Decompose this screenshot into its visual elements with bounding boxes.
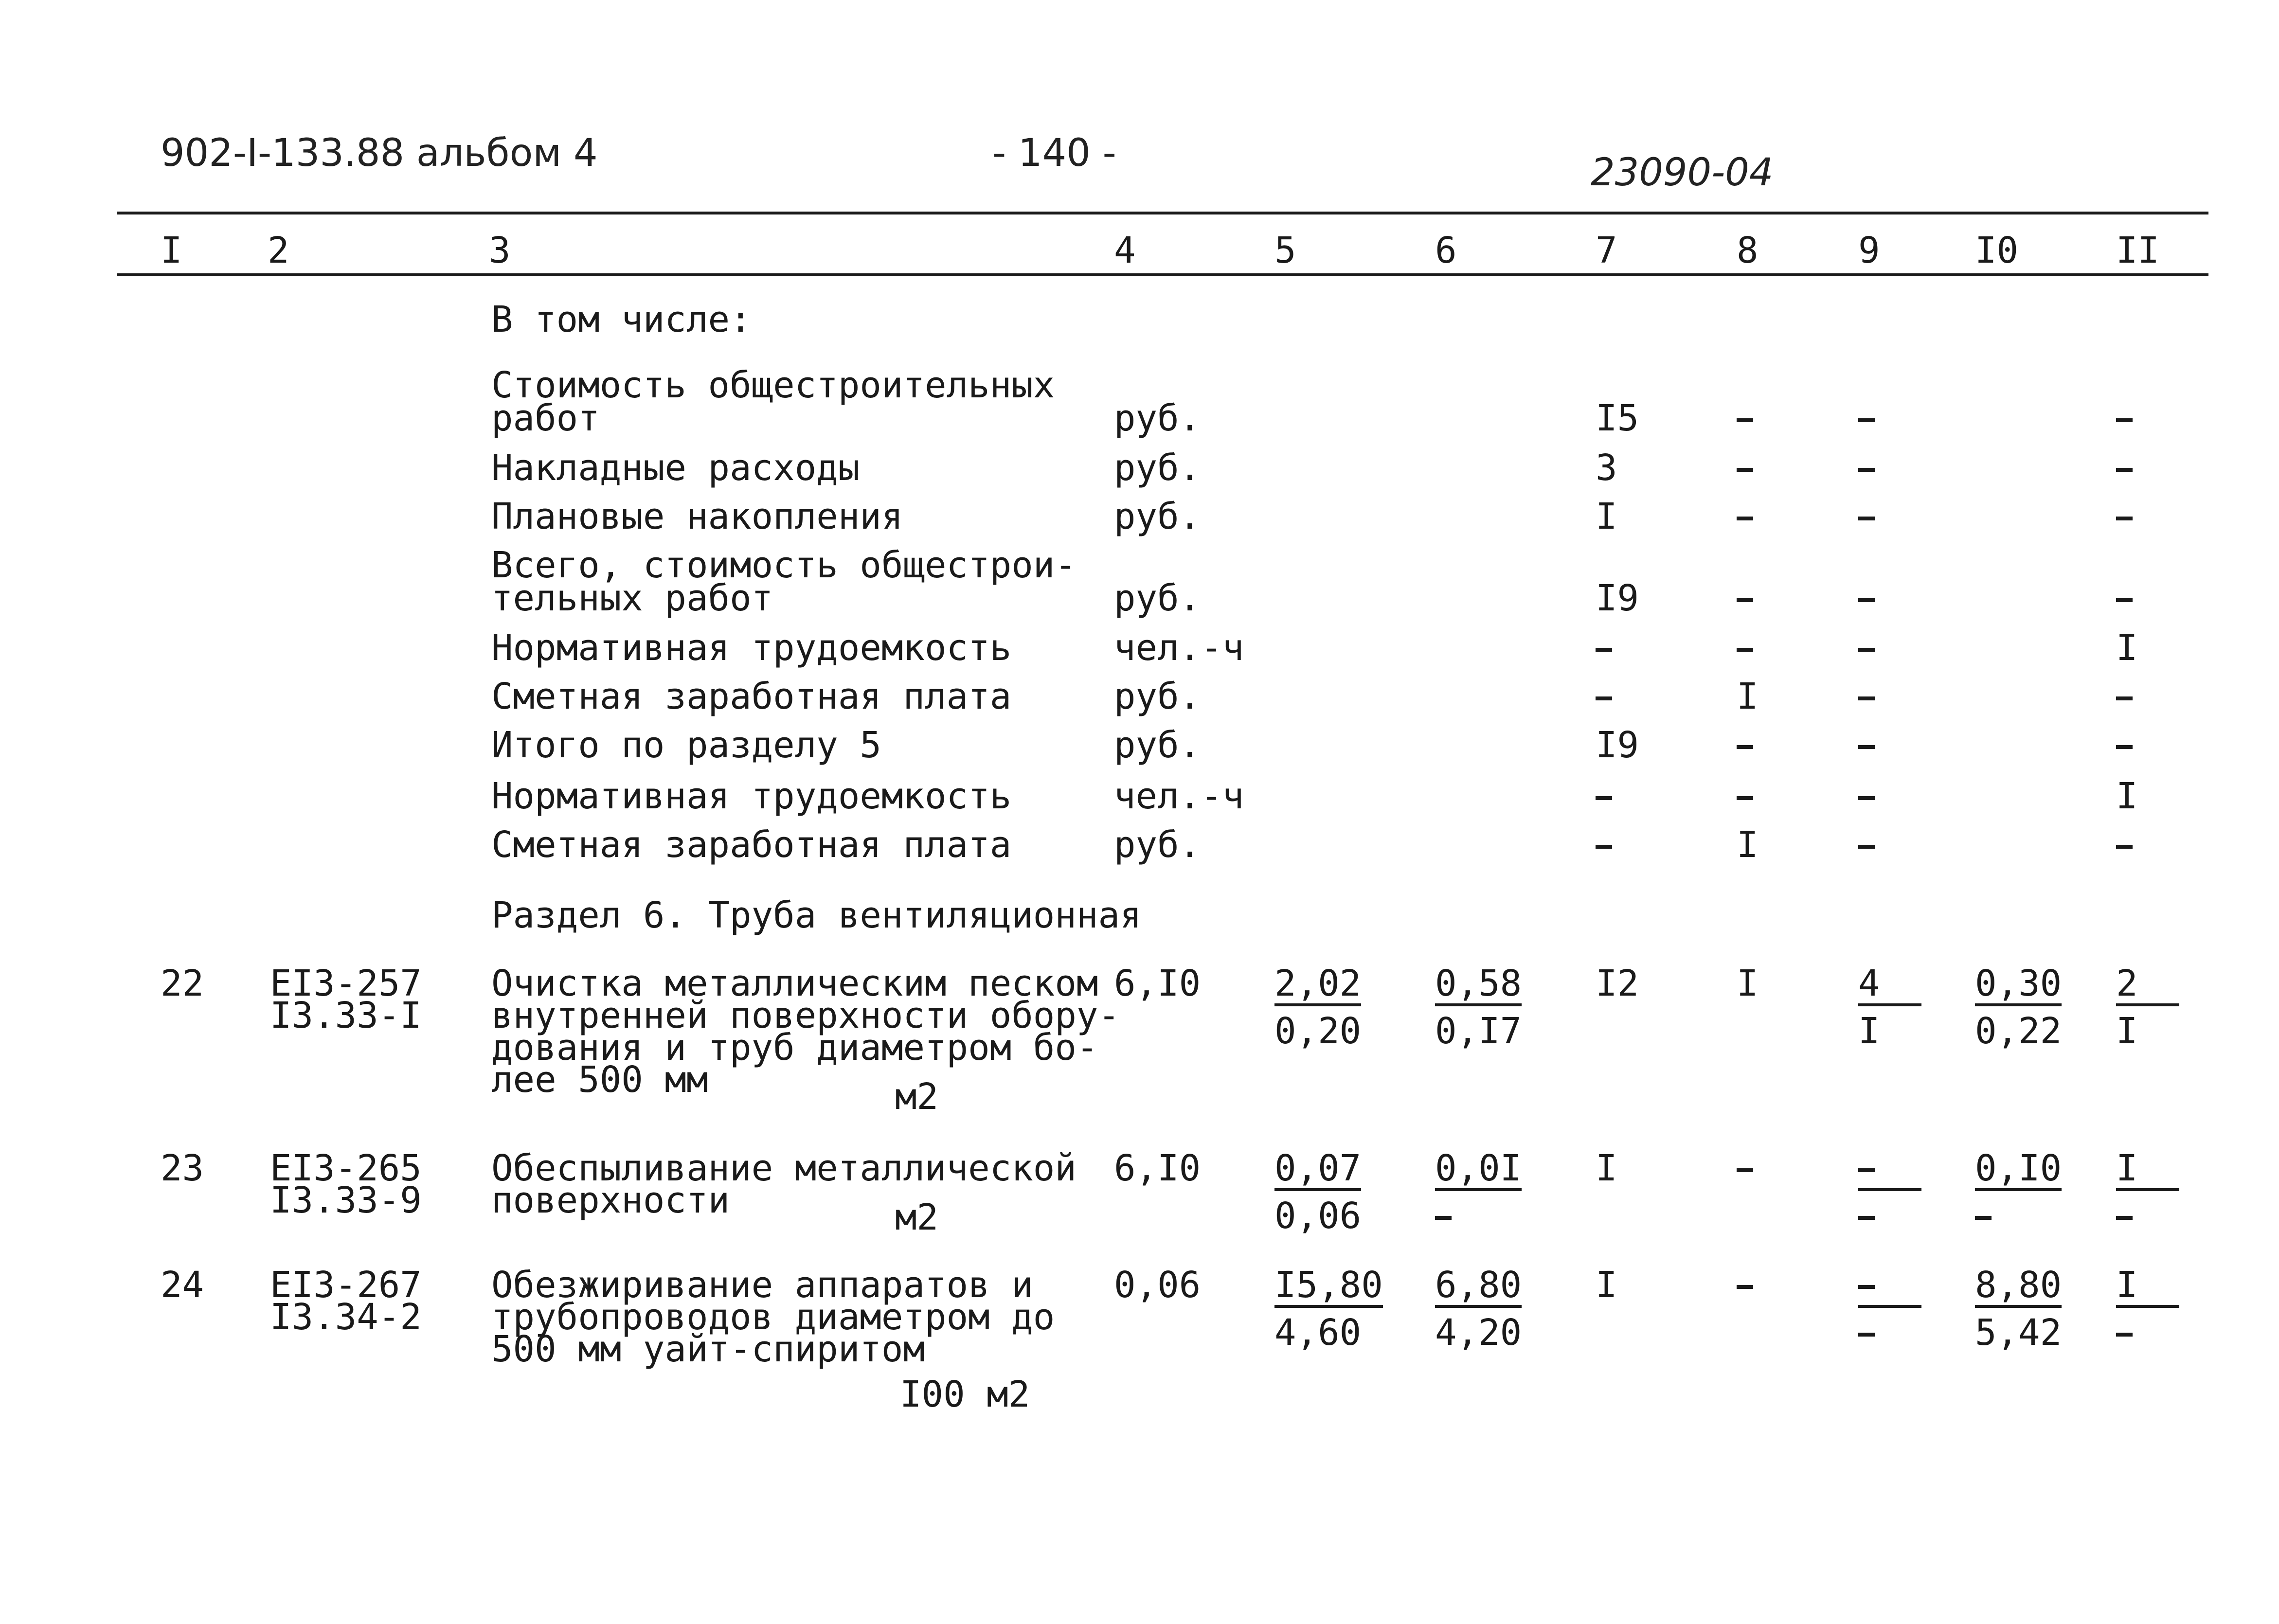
column-header-10: I0 bbox=[1975, 230, 2019, 271]
summary-row-col8 bbox=[1737, 630, 1753, 666]
item-col6-top: 0,58 bbox=[1435, 965, 1522, 1006]
summary-row-col11: I bbox=[2116, 775, 2138, 817]
table-top-rule bbox=[117, 212, 2208, 214]
summary-row-unit: руб. bbox=[1114, 724, 1201, 766]
summary-row-col11 bbox=[2116, 580, 2133, 616]
summary-row-col9 bbox=[1858, 778, 1875, 814]
summary-row-col7: 3 bbox=[1596, 447, 1617, 489]
summary-row-col11 bbox=[2116, 727, 2133, 763]
item-code: EI3-257 bbox=[270, 963, 422, 1004]
summary-row-col8 bbox=[1737, 580, 1753, 616]
summary-row-name: тельных работ bbox=[491, 577, 773, 619]
item-unit: м2 bbox=[895, 1076, 939, 1118]
column-header-6: 6 bbox=[1435, 230, 1457, 271]
item-description: Обезжиривание аппаратов и bbox=[491, 1264, 1033, 1306]
summary-row-unit: чел.-ч bbox=[1114, 775, 1244, 817]
item-col5-top: 2,02 bbox=[1274, 965, 1361, 1006]
summary-row-name: Итого по разделу 5 bbox=[491, 724, 881, 766]
item-col10-top: 8,80 bbox=[1975, 1267, 2062, 1308]
summary-row-col7: I5 bbox=[1596, 397, 1639, 439]
summary-row-col9 bbox=[1858, 827, 1875, 863]
item-quantity: 6,I0 bbox=[1114, 963, 1201, 1004]
summary-row-unit: чел.-ч bbox=[1114, 627, 1244, 669]
item-description: 500 мм уайт-спиритом bbox=[491, 1328, 925, 1370]
summary-row-unit: руб. bbox=[1114, 397, 1201, 439]
summary-row-col7: I bbox=[1596, 496, 1617, 537]
item-col11-top: I bbox=[2116, 1150, 2179, 1191]
item-col11-top: I bbox=[2116, 1267, 2179, 1308]
item-unit: I00 м2 bbox=[900, 1374, 1030, 1415]
summary-row-unit: руб. bbox=[1114, 824, 1201, 866]
column-header-11: II bbox=[2116, 230, 2160, 271]
item-col11-bottom bbox=[2116, 1315, 2133, 1351]
item-number: 24 bbox=[161, 1264, 204, 1306]
intro-text: В том числе: bbox=[491, 299, 752, 340]
summary-row-col8: I bbox=[1737, 824, 1759, 866]
summary-row-col7 bbox=[1596, 778, 1612, 814]
summary-row-col11 bbox=[2116, 450, 2133, 486]
item-col11-top: 2 bbox=[2116, 965, 2179, 1006]
summary-row-name: Нормативная трудоемкость bbox=[491, 627, 1012, 669]
item-description: дования и труб диаметром бо- bbox=[491, 1027, 1098, 1069]
section-title: Раздел 6. Труба вентиляционная bbox=[491, 894, 1142, 936]
summary-row-col8: I bbox=[1737, 676, 1759, 717]
summary-row-name: Плановые накопления bbox=[491, 496, 903, 537]
summary-row-col9 bbox=[1858, 499, 1875, 535]
item-code: EI3-267 bbox=[270, 1264, 422, 1306]
item-quantity: 6,I0 bbox=[1114, 1147, 1201, 1189]
page-number: - 140 - bbox=[992, 131, 1116, 175]
item-col10-top: 0,30 bbox=[1975, 965, 2062, 1006]
summary-row-col11 bbox=[2116, 678, 2133, 714]
summary-row-col9 bbox=[1858, 630, 1875, 666]
table-header-rule bbox=[117, 273, 2208, 276]
summary-row-col8 bbox=[1737, 450, 1753, 486]
item-col8 bbox=[1737, 1150, 1753, 1186]
item-col9-bottom bbox=[1858, 1315, 1875, 1351]
item-code: I3.33-I bbox=[270, 995, 422, 1036]
item-col6-bottom bbox=[1435, 1198, 1452, 1234]
item-col10-bottom: 5,42 bbox=[1975, 1312, 2062, 1354]
item-col7: I bbox=[1596, 1264, 1617, 1306]
summary-row-name: Сметная заработная плата bbox=[491, 824, 1012, 866]
column-header-9: 9 bbox=[1858, 230, 1880, 271]
item-description: Очистка металлическим песком bbox=[491, 963, 1098, 1004]
summary-row-unit: руб. bbox=[1114, 496, 1201, 537]
column-header-5: 5 bbox=[1274, 230, 1296, 271]
summary-row-col8 bbox=[1737, 499, 1753, 535]
summary-row-col9 bbox=[1858, 450, 1875, 486]
summary-row-col7 bbox=[1596, 678, 1612, 714]
item-description: трубопроводов диаметром до bbox=[491, 1296, 1055, 1338]
summary-row-col7: I9 bbox=[1596, 724, 1639, 766]
summary-row-col8 bbox=[1737, 727, 1753, 763]
item-col9-top bbox=[1858, 1150, 1921, 1191]
item-code: EI3-265 bbox=[270, 1147, 422, 1189]
item-number: 22 bbox=[161, 963, 204, 1004]
column-header-2: 2 bbox=[268, 230, 289, 271]
item-col5-top: 0,07 bbox=[1274, 1150, 1361, 1191]
column-header-1: I bbox=[161, 230, 182, 271]
item-description: внутренней поверхности обору- bbox=[491, 995, 1120, 1036]
summary-row-unit: руб. bbox=[1114, 577, 1201, 619]
summary-row-name: Накладные расходы bbox=[491, 447, 860, 489]
item-description: поверхности bbox=[491, 1179, 730, 1221]
item-code: I3.33-9 bbox=[270, 1179, 422, 1221]
summary-row-col8 bbox=[1737, 778, 1753, 814]
summary-row-col11 bbox=[2116, 400, 2133, 436]
summary-row-col11 bbox=[2116, 827, 2133, 863]
summary-row-unit: руб. bbox=[1114, 447, 1201, 489]
column-header-8: 8 bbox=[1737, 230, 1759, 271]
item-col5-top: I5,80 bbox=[1274, 1267, 1383, 1308]
item-col9-top bbox=[1858, 1267, 1921, 1308]
item-col9-bottom: I bbox=[1858, 1010, 1880, 1052]
item-col6-bottom: 0,I7 bbox=[1435, 1010, 1522, 1052]
summary-row-col8 bbox=[1737, 400, 1753, 436]
document-code: 902-I-133.88 альбом 4 bbox=[161, 131, 598, 175]
item-description: лее 500 мм bbox=[491, 1059, 708, 1101]
item-col5-bottom: 4,60 bbox=[1274, 1312, 1362, 1354]
summary-row-name: Сметная заработная плата bbox=[491, 676, 1012, 717]
summary-row-col11 bbox=[2116, 499, 2133, 535]
summary-row-name: Нормативная трудоемкость bbox=[491, 775, 1012, 817]
summary-row-col11: I bbox=[2116, 627, 2138, 669]
item-col6-bottom: 4,20 bbox=[1435, 1312, 1522, 1354]
inventory-number: 23090-04 bbox=[1591, 151, 1774, 195]
item-col7: I bbox=[1596, 1147, 1617, 1189]
item-col10-bottom: 0,22 bbox=[1975, 1010, 2062, 1052]
item-col6-top: 0,0I bbox=[1435, 1150, 1522, 1191]
item-quantity: 0,06 bbox=[1114, 1264, 1201, 1306]
item-description: Обеспыливание металлической bbox=[491, 1147, 1077, 1189]
summary-row-col9 bbox=[1858, 400, 1875, 436]
column-header-4: 4 bbox=[1114, 230, 1136, 271]
item-col8 bbox=[1737, 1267, 1753, 1303]
item-col9-bottom bbox=[1858, 1198, 1875, 1234]
item-col5-bottom: 0,20 bbox=[1274, 1010, 1362, 1052]
item-col5-bottom: 0,06 bbox=[1274, 1195, 1362, 1237]
item-col10-bottom bbox=[1975, 1198, 1992, 1234]
item-col10-top: 0,I0 bbox=[1975, 1150, 2062, 1191]
summary-row-name: работ bbox=[491, 397, 600, 439]
summary-row-name: Всего, стоимость общестрои- bbox=[491, 544, 1077, 586]
summary-row-col9 bbox=[1858, 580, 1875, 616]
column-header-7: 7 bbox=[1596, 230, 1617, 271]
item-unit: м2 bbox=[895, 1196, 939, 1238]
summary-row-name: Стоимость общестроительных bbox=[491, 364, 1055, 406]
summary-row-col7: I9 bbox=[1596, 577, 1639, 619]
summary-row-col9 bbox=[1858, 678, 1875, 714]
summary-row-unit: руб. bbox=[1114, 676, 1201, 717]
summary-row-col7 bbox=[1596, 827, 1612, 863]
item-code: I3.34-2 bbox=[270, 1296, 422, 1338]
item-col11-bottom bbox=[2116, 1198, 2133, 1234]
item-col9-top: 4 bbox=[1858, 965, 1921, 1006]
item-col7: I2 bbox=[1596, 963, 1639, 1004]
item-col11-bottom: I bbox=[2116, 1010, 2138, 1052]
item-col8: I bbox=[1737, 963, 1759, 1004]
column-header-3: 3 bbox=[489, 230, 511, 271]
item-col6-top: 6,80 bbox=[1435, 1267, 1522, 1308]
summary-row-col9 bbox=[1858, 727, 1875, 763]
summary-row-col7 bbox=[1596, 630, 1612, 666]
item-number: 23 bbox=[161, 1147, 204, 1189]
